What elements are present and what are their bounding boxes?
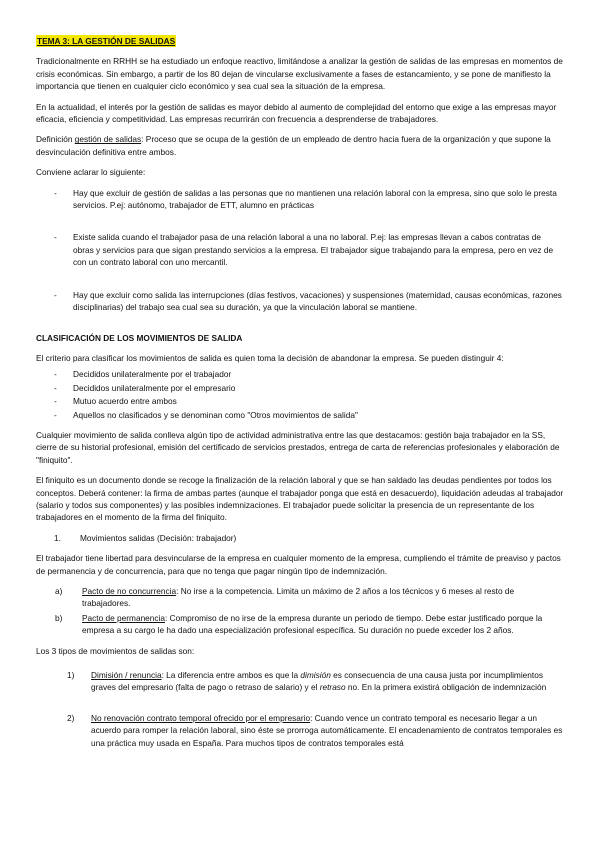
list-item: - Hay que excluir como salida las interrupciones (días festivos, vacaciones) y suspensiones (maternidad, causas económicas, razones disciplinarias) del trabajo sea cual sea su duración, ya que la vinculación laboral se mantiene.	[36, 289, 564, 314]
item-term: No renovación contrato temporal ofrecido por el empresario	[91, 712, 311, 723]
document-title: TEMA 3: LA GESTIÓN DE SALIDAS	[37, 36, 176, 46]
section-heading: CLASIFICACIÓN DE LOS MOVIMIENTOS DE SALIDA	[36, 332, 243, 343]
three-types-list	[36, 669, 564, 749]
item-key: a)	[55, 586, 63, 596]
three-types-intro: Los 3 tipos de movimientos de salidas son:	[36, 645, 195, 656]
list-item	[36, 585, 564, 610]
list-item: - Existe salida cuando el trabajador pasa de una relación laboral a una no laboral. P.ej: las empresas llevan a cabos contratas de obras y servicios para que sigan prestando servicios a la empresa. El trabajador sigue trabajando para la empresa, pero en vez de con un contrato laboral con uno mercantil.	[36, 231, 564, 268]
item-text: : No irse a la competencia. Limita un máximo de 2 años a los técnicos y 6 meses al resto de trabajadores.	[82, 586, 515, 609]
definition-text: : Proceso que se ocupa de la gestión de un empleado de dentro hacia fuera de la organización y que supone la desvinculación definitiva entre ambos.	[36, 134, 551, 157]
item-text: : Cuando vence un contrato temporal es necesario llegar a un acuerdo para romper la relación laboral, sino éste se prorroga automáticamente. El encadenamiento de contratos temporales es una práctica muy usada en España. Para muchos tipos de contratos temporales está	[91, 712, 563, 748]
definition-paragraph	[36, 133, 564, 158]
list-item: - Decididos unilateralmente por el empresario	[36, 382, 564, 394]
criterion-paragraph: El criterio para clasificar los movimientos de salida es quien toma la decisión de abandonar la empresa. Se pueden distinguir 4:	[36, 352, 504, 363]
pacts-list	[36, 585, 564, 637]
intro-paragraph-2: En la actualidad, el interés por la gestión de salidas es mayor debido al aumento de complejidad del entorno que exige a las empresas mayor eficacia, eficiencia y competitividad. Las empresas recurrirán con frecuencia a desprenderse de trabajadores.	[36, 101, 557, 125]
list-item	[36, 612, 564, 637]
freedom-paragraph: El trabajador tiene libertad para desvincularse de la empresa en cualquier momento de la empresa, cumpliendo el trámite de preaviso y pactos de permanencia y de concurrencia, para que no tenga que pagar ningún tipo de indemnización.	[36, 553, 561, 576]
item-key: 1)	[67, 670, 75, 681]
numbered-heading	[36, 532, 564, 544]
intro-paragraph-1: Tradicionalmente en RRHH se ha estudiado un enfoque reactivo, limitándose a analizar la gestión de salidas de las empresas en momentos de crisis económicas. Sin embargo, a partir de los 80 dejan de vincularse exclusivamente a fases de estancamiento, y se pone de manifiesto la importancia que tienen en cualquier ciclo económico y sea cual sea la situación de la empresa.	[36, 56, 563, 92]
movement-types-list	[36, 368, 564, 421]
list-item	[36, 712, 564, 749]
item-key: b)	[55, 612, 63, 623]
item-text: es consecuencia de una causa justa por incumplimientos graves del empresario (falta de pago o retraso de salario) y el	[91, 670, 543, 693]
item-term: Pacto de permanencia	[82, 612, 166, 623]
list-item	[36, 669, 564, 694]
list-item: - Aquellos no clasificados y se denominan como "Otros movimientos de salida"	[36, 409, 564, 421]
item-emphasis: retraso	[319, 682, 346, 693]
definition-term: gestión de salidas	[74, 134, 142, 145]
item-term: Pacto de no concurrencia	[82, 586, 177, 596]
item-text: : Compromiso de no irse de la empresa durante un periodo de tiempo. Debe estar justificado porque la empresa a su cargo le ha dado una especialización profesional específica. Su duración no puede exceder los 2 años.	[82, 612, 543, 636]
item-term: Dimisión / renuncia	[91, 670, 162, 681]
list-item: - Decididos unilateralmente por el trabajador	[36, 368, 564, 380]
clarify-intro: Conviene aclarar lo siguiente:	[36, 167, 146, 178]
definition-lead: Definición	[36, 134, 75, 145]
finiquito-paragraph: El finiquito es un documento donde se recoge la finalización de la relación laboral y que se han saldado las deudas pendientes por todos los conceptos. Deberá contener: la firma de ambas partes (aunque el trabajador ponga que está en desacuerdo), liquidación adeudas al trabajador (salario y todos sus componentes) y las posibles indemnizaciones. El trabajador puede solicitar la presencia de un representante de los trabajadores en el momento de la firma del finiquito.	[36, 475, 564, 523]
clarify-list	[36, 187, 564, 314]
item-text: no. En la primera existirá obligación de indemnización	[345, 682, 547, 693]
list-item: - Mutuo acuerdo entre ambos	[36, 395, 564, 407]
numbered-heading-number: 1.	[54, 532, 61, 543]
numbered-heading-text: Movimientos salidas (Decisión: trabajador)	[80, 532, 237, 543]
item-text: : La diferencia entre ambos es que la	[161, 670, 301, 681]
item-emphasis: dimisión	[300, 670, 331, 681]
admin-activity-paragraph: Cualquier movimiento de salida conlleva algún tipo de actividad administrativa entre las que destacamos: gestión baja trabajador en la SS, cierre de su historial profesional, emisión del certificado de servicios prestados, entrega de carta de referencias profesionales y elaboración de "finiquito".	[36, 429, 560, 465]
item-key: 2)	[67, 712, 75, 723]
list-item: - Hay que excluir de gestión de salidas a las personas que no mantienen una relación laboral con la empresa, sino que solo le presta servicios. P.ej: autónomo, trabajador de ETT, alumno en prácticas	[36, 187, 564, 212]
